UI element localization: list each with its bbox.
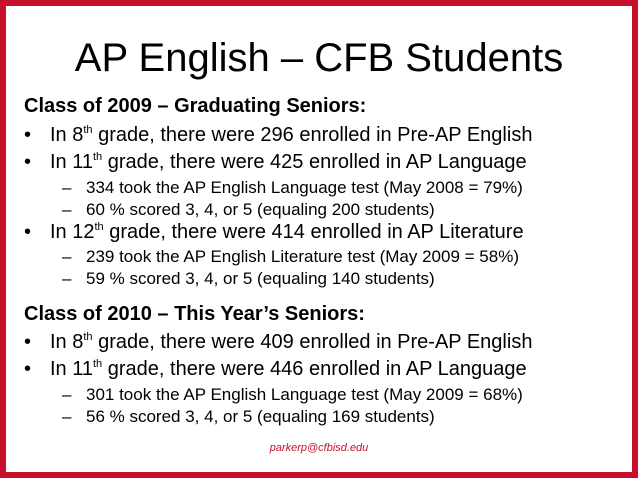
bullet-2009-12th-grade: • In 12th grade, there were 414 enrolled in AP Literature <box>24 221 524 243</box>
sub-item-2009-literature-scores: – 59 % scored 3, 4, or 5 (equaling 140 students) <box>62 269 435 288</box>
bullet-2009-8th-grade: • In 8th grade, there were 296 enrolled in Pre-AP English <box>24 124 533 146</box>
footer-email: parkerp@cfbisd.edu <box>269 442 369 454</box>
dash-icon: – <box>62 407 72 426</box>
bullet-icon: • <box>24 358 32 380</box>
bullet-2010-8th-grade: • In 8th grade, there were 409 enrolled in Pre-AP English <box>24 331 533 353</box>
dash-icon: – <box>62 385 72 404</box>
sub-item-2009-literature-test: – 239 took the AP English Literature test (May 2009 = 58%) <box>62 247 519 266</box>
dash-icon: – <box>62 178 72 197</box>
bullet-icon: • <box>24 221 32 243</box>
dash-icon: – <box>62 247 72 266</box>
bullet-2009-11th-grade: • In 11th grade, there were 425 enrolled in AP Language <box>24 151 527 173</box>
bullet-icon: • <box>24 151 32 173</box>
section-heading-2010: Class of 2010 – This Year’s Seniors: <box>24 303 365 325</box>
bullet-2010-11th-grade: • In 11th grade, there were 446 enrolled in AP Language <box>24 358 527 380</box>
dash-icon: – <box>62 269 72 288</box>
section-heading-2009: Class of 2009 – Graduating Seniors: <box>24 95 367 117</box>
slide-title: AP English – CFB Students <box>74 36 564 80</box>
bullet-icon: • <box>24 124 32 146</box>
bullet-icon: • <box>24 331 32 353</box>
sub-item-2010-language-test: – 301 took the AP English Language test (May 2009 = 68%) <box>62 385 523 404</box>
dash-icon: – <box>62 200 72 219</box>
sub-item-2009-language-scores: – 60 % scored 3, 4, or 5 (equaling 200 students) <box>62 200 435 219</box>
sub-item-2009-language-test: – 334 took the AP English Language test (May 2008 = 79%) <box>62 178 523 197</box>
sub-item-2010-language-scores: – 56 % scored 3, 4, or 5 (equaling 169 students) <box>62 407 435 426</box>
